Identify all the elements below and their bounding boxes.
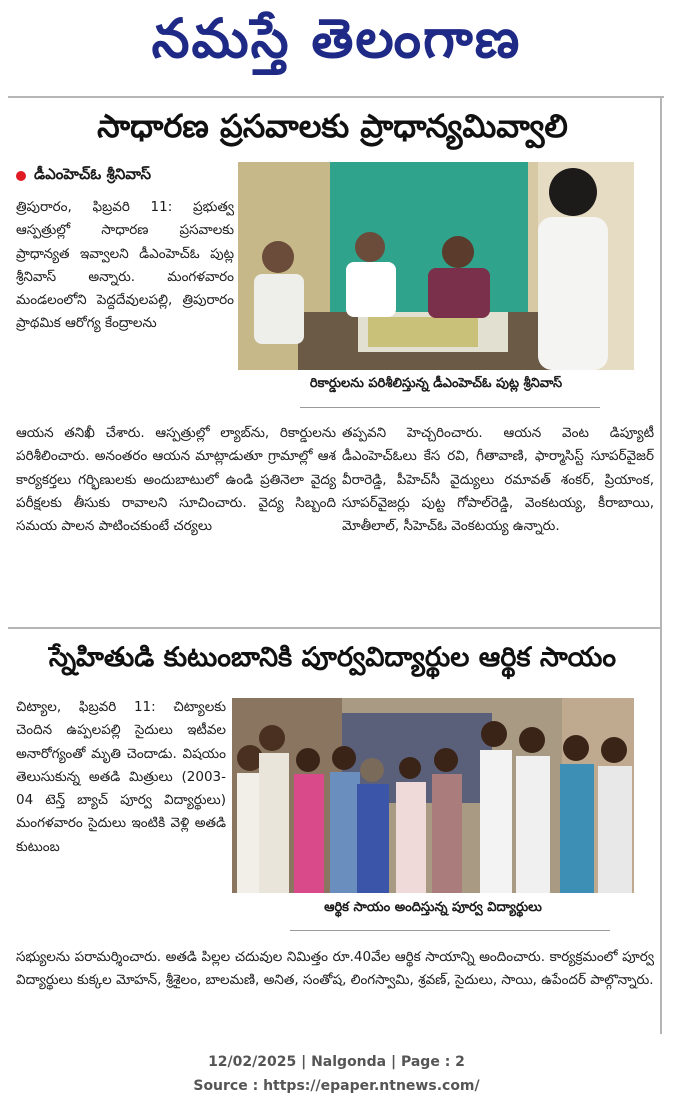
article1-headline: సాధారణ ప్రసవాలకు ప్రాధాన్యమివ్వాలి (97, 107, 568, 145)
article1-column-2 (16, 422, 336, 614)
article2-photo (232, 698, 634, 893)
article1-column-1 (16, 196, 234, 422)
article1-photo-caption: రికార్డులను పరిశీలిస్తున్న డీఎంహెచ్ఓ పుట్ల శ్రీనివాస్ (309, 376, 563, 391)
newspaper-title: నమస్తే తెలంగాణ (151, 6, 522, 70)
article1-text-3: తప్పవని హెచ్చరించారు. ఆయన వెంట డిప్యూటీ డీఎంహెచ్ఓలు కేస రవి, గీతావాణి, ఫార్మాసిస్ట్ సూపర్‌వైజర్ వీరారెడ్డి, పీహెచ్‌సీ వైద్యులు రమావత్ శంకర్, ప్రియాంక, సూపర్‌వైజర్లు పుట్ట గోపాల్‌రెడ్డి, వెంకటయ్య, కీరాబాయి, మోతీలాల్, సీహెచ్ఓ వెంకటయ్య ఉన్నారు. (342, 425, 654, 535)
article2-body (16, 946, 654, 1026)
clinic-photo-illustration (238, 162, 634, 370)
article1-text-1: త్రిపురారం, ఫిబ్రవరి 11: ప్రభుత్వ ఆస్పత్రుల్లో సాధారణ ప్రసవాలకు ప్రాధాన్యత ఇవ్వాలని డీఎంహెచ్ఓ పుట్ల శ్రీనివాస్ అన్నారు. మంగళవారం మండలంలోని పెద్దదేవులపల్లి, త్రిపురారం ప్రాథమిక ఆరోగ్య కేంద్రాలను (16, 199, 234, 332)
footer-source: Source : https://epaper.ntnews.com/ (193, 1078, 480, 1094)
section-divider (8, 627, 660, 629)
column-rule-right (660, 96, 662, 1034)
article1-byline (16, 164, 231, 188)
masthead-divider (8, 96, 664, 98)
bullet-icon (16, 171, 26, 181)
article2-text-2: సభ్యులను పరామర్శించారు. అతడి పిల్లల చదువుల నిమిత్తం రూ.40వేల ఆర్థిక సాయాన్ని అందించారు. కార్యక్రమంలో పూర్వ విద్యార్థులు కుక్కల మోహన్, శ్రీశైలం, బాలమణి, అనిత, సంతోష, లింగస్వామి, శ్రవణ్, సైదులు, సాయి, ఉపేందర్ పాల్గొన్నారు. (16, 949, 654, 989)
article1-column-3 (342, 422, 654, 614)
caption-divider-2 (290, 930, 610, 931)
article2-photo-caption: ఆర్థిక సాయం అందిస్తున్న పూర్వ విద్యార్థులు (324, 900, 542, 915)
caption-divider (300, 407, 600, 408)
byline-text: డీఎంహెచ్ఓ శ్రీనివాస్ (34, 165, 152, 183)
masthead (0, 0, 673, 90)
group-photo-illustration (232, 698, 634, 893)
footer-date-edition: 12/02/2025 | Nalgonda | Page : 2 (208, 1054, 465, 1070)
article1-text-2: ఆయన తనిఖీ చేశారు. ఆస్పత్రుల్లో ల్యాబ్‌ను, రికార్డులను పరిశీలించారు. అనంతరం ఆయన మాట్లాడుతూ గ్రామాల్లో ఆశ కార్యకర్తలు గర్భిణులకు అందుబాటులో ఉండి ప్రతినెలా వైద్య పరీక్షలకు తీసుకు రావాలని సూచించారు. వైద్య సిబ్బంది సమయ పాలన పాటించకుంటే చర్యలు (16, 425, 336, 535)
article2-text-1: చిట్యాల, ఫిబ్రవరి 11: చిట్యాలకు చెందిన ఉప్పలపల్లి సైదులు ఇటీవల అనారోగ్యంతో మృతి చెందాడు. విషయం తెలుసుకున్న అతడి మిత్రులు (2003-04 టెన్త్ బ్యాచ్ పూర్వ విద్యార్థులు) మంగళవారం సైదులు ఇంటికి వెళ్లి అతడి కుటుంబ (16, 699, 226, 855)
article2-column-1 (16, 696, 226, 946)
article1-photo (238, 162, 634, 370)
article2-headline: స్నేహితుడి కుటుంబానికి పూర్వవిద్యార్థుల ఆర్థిక సాయం (48, 642, 617, 673)
